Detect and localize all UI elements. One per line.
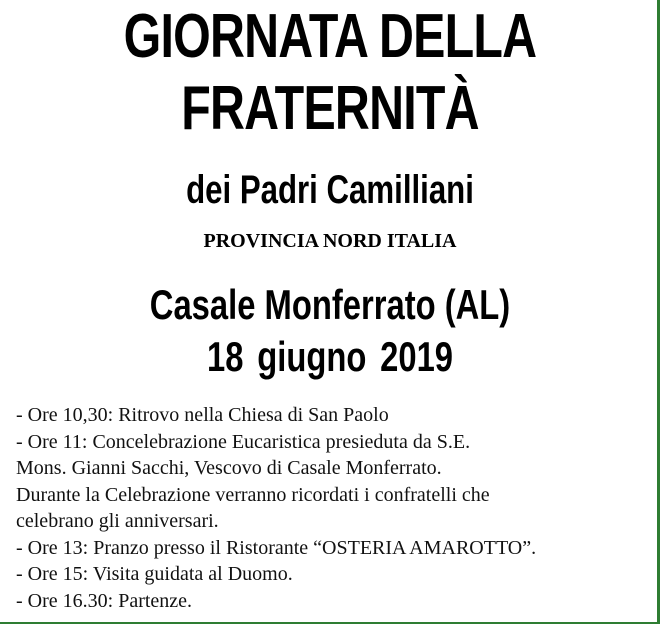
province-label: PROVINCIA NORD ITALIA	[203, 230, 457, 252]
subtitle: dei Padri Camilliani	[186, 168, 474, 212]
title-line-2: FRATERNITÀ	[181, 74, 479, 143]
program-line: - Ore 13: Pranzo presso il Ristorante “OSTERIA AMAROTTO”.	[16, 536, 537, 559]
program-line: - Ore 15: Visita guidata al Duomo.	[16, 563, 293, 585]
program-line: - Ore 11: Concelebrazione Eucaristica presieduta da S.E.	[16, 430, 471, 453]
event-date: 18 giugno 2019	[206, 333, 454, 380]
program-line: - Ore 10,30: Ritrovo nella Chiesa di San Paolo	[16, 404, 389, 426]
title-line-1: GIORNATA DELLA	[123, 2, 537, 71]
program-line: - Ore 16.30: Partenze.	[16, 589, 193, 612]
program-list	[16, 402, 646, 614]
program-line: celebrano gli anniversari.	[16, 510, 219, 532]
program-line: Durante la Celebrazione verranno ricordati i confratelli che	[16, 483, 490, 506]
program-line: Mons. Gianni Sacchi, Vescovo di Casale Monferrato.	[16, 457, 442, 479]
location: Casale Monferrato (AL)	[149, 281, 511, 328]
